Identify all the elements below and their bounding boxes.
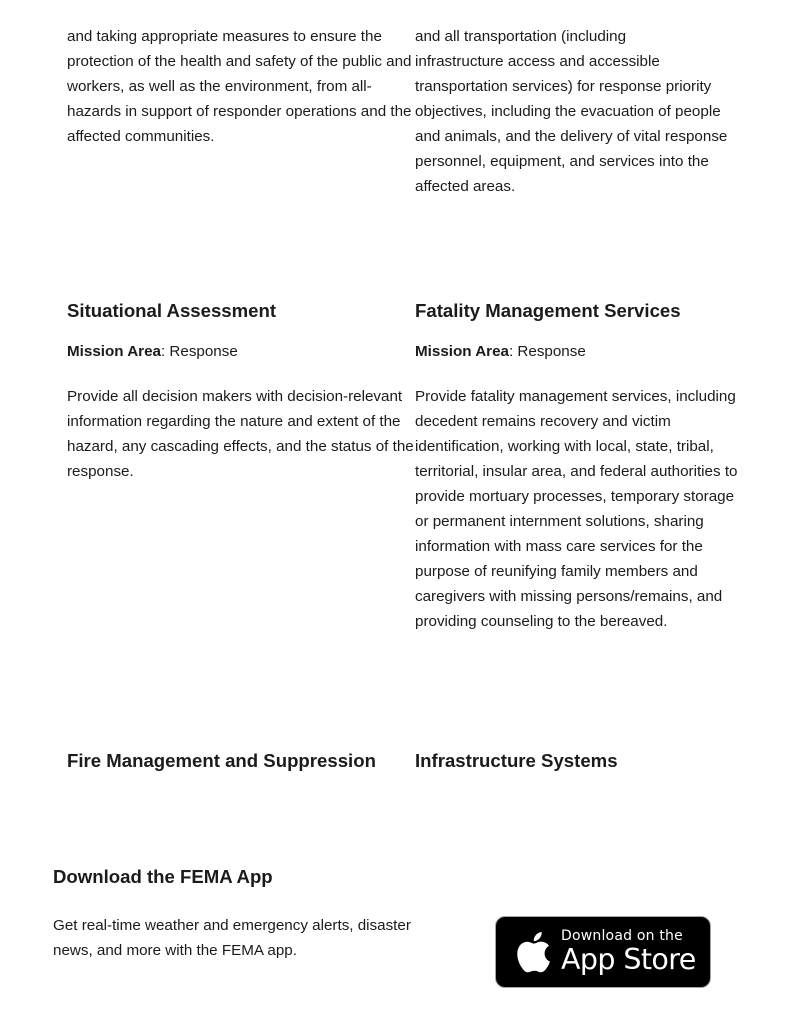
clipped-line: and all transportation (including: [415, 28, 627, 45]
card-row-bottom: [67, 745, 747, 789]
mission-area-value: : Response: [508, 343, 586, 360]
app-store-small-text: Download on the: [561, 928, 683, 944]
card-infrastructure-systems: [415, 745, 747, 789]
mission-area-value: : Response: [160, 343, 238, 360]
mission-area: [415, 339, 747, 364]
card-title[interactable]: Fire Management and Suppression: [67, 750, 376, 771]
app-heading: Download the FEMA App: [53, 866, 273, 887]
app-description: Get real-time weather and emergency alerts, disaster news, and more with the FEMA app.: [53, 917, 411, 959]
card-fire-management: [67, 745, 415, 789]
card-fatality-management: [415, 295, 747, 634]
card-title[interactable]: Infrastructure Systems: [415, 750, 618, 771]
app-store-big-text: App Store: [561, 943, 696, 976]
card-description: Provide fatality management services, including decedent remains recovery and victim identification, working with local, state, tribal, territorial, insular area, and federal authorities to provide mortuary processes, temporary storage or permanent internment solutions, sharing information with mass care services for the purpose of reunifying family members and caregivers with missing persons/remains, and providing counseling to the bereaved.: [415, 388, 738, 630]
card-row-top: [67, 28, 747, 199]
apple-icon: [513, 929, 551, 975]
app-store-label: [561, 928, 696, 976]
card-row-middle: [67, 295, 747, 634]
card-critical-transportation: [415, 28, 747, 199]
card-title[interactable]: Fatality Management Services: [415, 300, 681, 321]
mission-area-label: Mission Area: [67, 343, 161, 360]
mission-area-label: Mission Area: [415, 343, 509, 360]
card-description: Provide all decision makers with decision-relevant information regarding the nature and extent of the hazard, any cascading effects, and the status of the response.: [67, 388, 414, 480]
clipped-line: and taking appropriate measures to ensure the: [67, 28, 382, 45]
app-download-section: [53, 862, 753, 976]
mission-area: [67, 339, 415, 364]
card-situational-assessment: [67, 295, 415, 634]
card-description: protection of the health and safety of the public and workers, as well as the environment, from all-hazards in support of responder operations and the affected communities.: [67, 53, 412, 145]
card-description: infrastructure access and accessible transportation services) for response priority objectives, including the evacuation of people and animals, and the delivery of vital response personnel, equipment, and services into the affected areas.: [415, 53, 728, 195]
card-environmental-response: [67, 28, 415, 199]
card-title[interactable]: Situational Assessment: [67, 300, 277, 321]
app-store-button[interactable]: [495, 916, 711, 988]
